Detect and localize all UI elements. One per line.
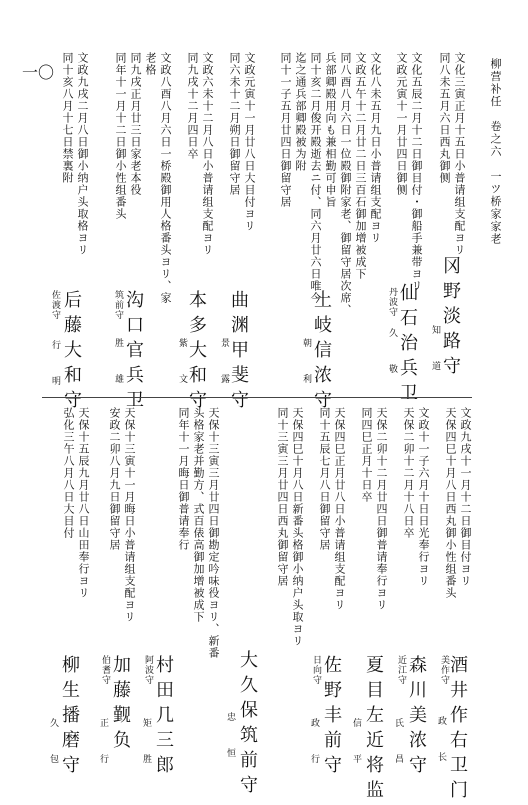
official-name: 佐野丰前守: [321, 655, 342, 780]
record-line: 文政九戌二月八日御小纳户头取格ヨリ: [76, 52, 89, 256]
record-line: 天保四巳十月八日新番头格御小纳户头取ヨリ: [291, 407, 304, 647]
record-line: 同八未五月六日西丸御侧: [438, 52, 451, 184]
record-line: 天保四巳十月八日西丸御小性组番头: [444, 407, 457, 599]
official-name: 加藤觐负: [110, 655, 131, 755]
record-line: 天保二卯十二月十八日卒: [402, 407, 415, 539]
record-line: 天保十三寅三月廿四日御勘定吟味役ヨリ、新番: [207, 407, 220, 659]
official-name: 大久保筑前守: [237, 650, 258, 800]
official-given-name: 久 敬: [387, 328, 397, 385]
official-given-name: 正 行: [98, 718, 108, 775]
official-name: 土岐信浓守: [311, 290, 332, 415]
record-line: 同九戌十二月四日卒: [186, 52, 199, 160]
record-line: 弘化三午八月八日大目付: [62, 407, 75, 539]
official-name: 后藤大和守: [61, 290, 82, 415]
record-line: 同八酉八月六日一位殿御附家老、御留守居次席、: [339, 52, 352, 316]
record-line: 安政二卯八月九日御留守居: [108, 407, 121, 551]
official-given-name: 景 露: [219, 338, 229, 395]
record-line: 文政六未十二月八日小普请组支配ヨリ: [201, 52, 214, 256]
record-line: 同十一子五月廿四日御留守居: [279, 52, 292, 208]
record-line: 同年十一月晦日御普请奉行: [177, 407, 190, 551]
official-title: 美作守: [439, 655, 449, 685]
record-line: 文政元寅十一月廿八日大目付ヨリ: [243, 52, 256, 232]
section-divider: [42, 397, 472, 398]
record-line: 文化三寅正月十五日小普请组支配ヨリ: [453, 52, 466, 256]
official-given-name: 政 行: [309, 718, 319, 775]
official-name: 沟口官兵卫: [123, 290, 144, 415]
record-line: 兵部卿殿用向も兼相勤可申旨: [324, 52, 337, 208]
book-title: 柳营补任 卷之六 一ツ桥家家老: [489, 58, 502, 246]
record-line: 同年十一月十二日御小性组番头: [114, 52, 127, 220]
record-line: 同六未十二月朔日御留守居: [228, 52, 241, 196]
official-name: 森川美浓守: [406, 655, 427, 780]
record-line: 同十三寅三月廿四日西丸御留守居: [276, 407, 289, 587]
record-line: 迄之通兵部卿殿被为附: [294, 52, 307, 172]
record-line: 头格家老并勤方、式百俵高御加增被成下: [192, 407, 205, 623]
official-given-name: 知 道: [430, 325, 440, 382]
record-line: 老格: [144, 52, 157, 76]
official-name: 酒井作右卫门: [447, 655, 468, 805]
record-line: 文政十一子六月十日日光奉行ヨリ: [417, 407, 430, 587]
official-title: 近江守: [396, 655, 406, 685]
official-given-name: 氏 昌: [393, 718, 403, 775]
official-name: 本多大和守: [186, 290, 207, 415]
record-line: 同九戌正月廿三日家老本役: [129, 52, 142, 196]
official-given-name: 朝 利: [301, 338, 311, 395]
record-line: 同十亥二月俊开殿逝去ニ付、同六月廿六日唯今: [309, 52, 322, 304]
page-number: 一〇: [22, 63, 55, 82]
record-line: 文政五午十二月廿二日三百石御加增被成下: [354, 52, 367, 280]
official-name: 冈野淡路守: [440, 256, 461, 381]
official-title: 佐渡守: [50, 290, 60, 320]
official-name: 仙石治兵卫: [397, 283, 418, 408]
official-given-name: 紫 文: [177, 338, 187, 395]
official-name: 柳生播磨守: [59, 655, 80, 780]
official-given-name: 矩 胜: [141, 718, 151, 775]
official-title: 丹波守: [387, 287, 397, 317]
official-name: 曲渊甲斐守: [228, 290, 249, 415]
record-line: 文政元寅十一月廿四日御侧: [395, 52, 408, 196]
record-line: 文政九戌十一月十二日御目付ヨリ: [459, 407, 472, 587]
official-title: 伯耆守: [100, 655, 110, 685]
record-line: 同十亥八月十七日禁裏附: [61, 52, 74, 184]
official-given-name: 政 长: [436, 716, 446, 773]
official-name: 夏目左近将监: [363, 655, 384, 805]
record-line: 文化五辰二月十二日御目付・御船手兼带ヨリ: [410, 52, 423, 292]
official-given-name: 信 平: [351, 718, 361, 775]
record-line: 同十五辰七月八日御留守居: [318, 407, 331, 551]
record-line: 天保二卯十二月廿四日御普请奉行ヨリ: [375, 407, 388, 611]
official-given-name: 胜 雄: [113, 338, 123, 395]
official-title: 筑前守: [113, 290, 123, 320]
record-line: 天保十五辰九月廿八日山田奉行ヨリ: [77, 407, 90, 599]
official-given-name: 忠 恒: [225, 712, 235, 769]
record-line: 天保四巳正月廿八日小普请组支配ヨリ: [333, 407, 346, 611]
record-line: 文政八酉八月六日一桥殿御用人格番头ヨリ、家: [159, 52, 172, 304]
official-title: 阿波守: [143, 655, 153, 685]
record-line: 同四巳正月十日卒: [360, 407, 373, 503]
official-given-name: 行 明: [50, 340, 60, 397]
official-name: 村田几三郎: [153, 655, 174, 780]
official-given-name: 久 包: [48, 718, 58, 775]
record-line: 文化八未五月九日小普请组支配ヨリ: [369, 52, 382, 244]
record-line: 天保十三寅十一月晦日小普请组支配ヨリ: [123, 407, 136, 623]
official-title: 日向守: [311, 655, 321, 685]
